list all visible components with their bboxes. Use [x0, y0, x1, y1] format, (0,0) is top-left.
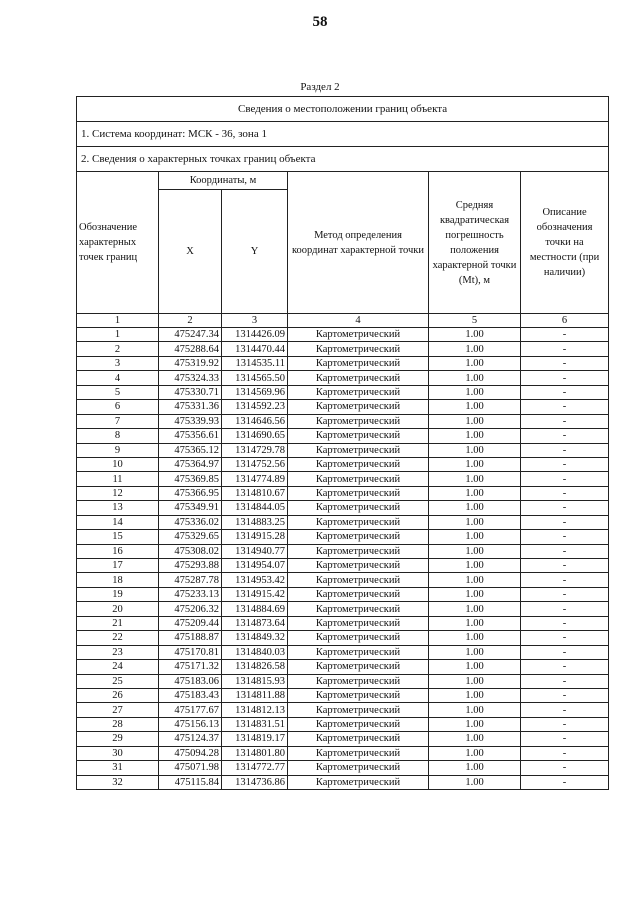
y-coordinate-cell: 1314729.78: [222, 443, 288, 457]
point-number-cell: 2: [77, 342, 159, 356]
column-number: 3: [222, 314, 288, 328]
table-row: [77, 703, 609, 717]
table-row: [77, 501, 609, 515]
method-cell: Картометрический: [288, 616, 429, 630]
table-row: [77, 443, 609, 457]
x-coordinate-cell: 475188.87: [159, 631, 222, 645]
method-cell: Картометрический: [288, 660, 429, 674]
y-coordinate-cell: 1314954.07: [222, 559, 288, 573]
point-number-cell: 3: [77, 356, 159, 370]
table-row: [77, 515, 609, 529]
method-cell: Картометрический: [288, 544, 429, 558]
y-coordinate-cell: 1314953.42: [222, 573, 288, 587]
description-cell: -: [521, 775, 609, 789]
description-cell: -: [521, 328, 609, 342]
point-number-cell: 22: [77, 631, 159, 645]
table-row: [77, 544, 609, 558]
y-coordinate-cell: 1314811.88: [222, 688, 288, 702]
description-cell: -: [521, 703, 609, 717]
point-number-cell: 6: [77, 400, 159, 414]
x-coordinate-cell: 475293.88: [159, 559, 222, 573]
description-cell: -: [521, 371, 609, 385]
point-number-cell: 11: [77, 472, 159, 486]
point-number-cell: 19: [77, 587, 159, 601]
accuracy-cell: 1.00: [429, 385, 521, 399]
x-coordinate-cell: 475206.32: [159, 602, 222, 616]
point-number-cell: 29: [77, 732, 159, 746]
x-coordinate-cell: 475356.61: [159, 429, 222, 443]
method-cell: Картометрический: [288, 429, 429, 443]
accuracy-cell: 1.00: [429, 472, 521, 486]
point-number-cell: 16: [77, 544, 159, 558]
method-cell: Картометрический: [288, 443, 429, 457]
method-cell: Картометрический: [288, 573, 429, 587]
method-cell: Картометрический: [288, 645, 429, 659]
x-coordinate-cell: 475209.44: [159, 616, 222, 630]
table-row: [77, 645, 609, 659]
header-x: X: [159, 190, 222, 314]
y-coordinate-cell: 1314535.11: [222, 356, 288, 370]
column-number: 2: [159, 314, 222, 328]
method-cell: Картометрический: [288, 761, 429, 775]
y-coordinate-cell: 1314840.03: [222, 645, 288, 659]
x-coordinate-cell: 475364.97: [159, 457, 222, 471]
x-coordinate-cell: 475183.43: [159, 688, 222, 702]
y-coordinate-cell: 1314812.13: [222, 703, 288, 717]
method-cell: Картометрический: [288, 501, 429, 515]
table-row: [77, 746, 609, 760]
point-number-cell: 26: [77, 688, 159, 702]
column-number-row: [77, 314, 609, 328]
x-coordinate-cell: 475247.34: [159, 328, 222, 342]
x-coordinate-cell: 475170.81: [159, 645, 222, 659]
description-cell: -: [521, 645, 609, 659]
method-cell: Картометрический: [288, 732, 429, 746]
x-coordinate-cell: 475094.28: [159, 746, 222, 760]
method-cell: Картометрический: [288, 746, 429, 760]
point-number-cell: 24: [77, 660, 159, 674]
table-row: [77, 587, 609, 601]
accuracy-cell: 1.00: [429, 732, 521, 746]
description-cell: -: [521, 400, 609, 414]
x-coordinate-cell: 475177.67: [159, 703, 222, 717]
header-y: Y: [222, 190, 288, 314]
table-row: [77, 486, 609, 500]
accuracy-cell: 1.00: [429, 371, 521, 385]
description-cell: -: [521, 486, 609, 500]
method-cell: Картометрический: [288, 328, 429, 342]
description-cell: -: [521, 342, 609, 356]
point-number-cell: 31: [77, 761, 159, 775]
column-number: 6: [521, 314, 609, 328]
x-coordinate-cell: 475287.78: [159, 573, 222, 587]
column-number: 1: [77, 314, 159, 328]
description-cell: -: [521, 746, 609, 760]
method-cell: Картометрический: [288, 342, 429, 356]
description-cell: -: [521, 631, 609, 645]
x-coordinate-cell: 475124.37: [159, 732, 222, 746]
x-coordinate-cell: 475233.13: [159, 587, 222, 601]
point-number-cell: 9: [77, 443, 159, 457]
accuracy-cell: 1.00: [429, 501, 521, 515]
description-cell: -: [521, 515, 609, 529]
x-coordinate-cell: 475369.85: [159, 472, 222, 486]
y-coordinate-cell: 1314915.42: [222, 587, 288, 601]
x-coordinate-cell: 475329.65: [159, 530, 222, 544]
points-caption-row: [77, 147, 609, 172]
accuracy-cell: 1.00: [429, 717, 521, 731]
accuracy-cell: 1.00: [429, 486, 521, 500]
y-coordinate-cell: 1314565.50: [222, 371, 288, 385]
method-cell: Картометрический: [288, 530, 429, 544]
accuracy-cell: 1.00: [429, 761, 521, 775]
table-row: [77, 429, 609, 443]
method-cell: Картометрический: [288, 631, 429, 645]
accuracy-cell: 1.00: [429, 530, 521, 544]
boundary-points-table: [76, 96, 609, 790]
description-cell: -: [521, 443, 609, 457]
method-cell: Картометрический: [288, 587, 429, 601]
table-row: [77, 761, 609, 775]
accuracy-cell: 1.00: [429, 559, 521, 573]
method-cell: Картометрический: [288, 688, 429, 702]
description-cell: -: [521, 414, 609, 428]
header-description: Описание обозначения точки на местности (при наличии): [521, 172, 609, 314]
description-cell: -: [521, 544, 609, 558]
point-number-cell: 28: [77, 717, 159, 731]
accuracy-cell: 1.00: [429, 515, 521, 529]
accuracy-cell: 1.00: [429, 587, 521, 601]
x-coordinate-cell: 475366.95: [159, 486, 222, 500]
description-cell: -: [521, 717, 609, 731]
header-method: Метод определения координат характерной точки: [288, 172, 429, 314]
header-point: Обозначение характерных точек границ: [77, 172, 159, 314]
table-row: [77, 688, 609, 702]
table-row: [77, 717, 609, 731]
y-coordinate-cell: 1314884.69: [222, 602, 288, 616]
accuracy-cell: 1.00: [429, 429, 521, 443]
x-coordinate-cell: 475171.32: [159, 660, 222, 674]
table-row: [77, 616, 609, 630]
point-number-cell: 7: [77, 414, 159, 428]
point-number-cell: 10: [77, 457, 159, 471]
table-row: [77, 472, 609, 486]
accuracy-cell: 1.00: [429, 631, 521, 645]
table-row: [77, 400, 609, 414]
point-number-cell: 1: [77, 328, 159, 342]
accuracy-cell: 1.00: [429, 775, 521, 789]
table-row: [77, 674, 609, 688]
description-cell: -: [521, 559, 609, 573]
point-number-cell: 4: [77, 371, 159, 385]
table-row: [77, 602, 609, 616]
x-coordinate-cell: 475319.92: [159, 356, 222, 370]
description-cell: -: [521, 761, 609, 775]
table-row: [77, 775, 609, 789]
method-cell: Картометрический: [288, 486, 429, 500]
point-number-cell: 27: [77, 703, 159, 717]
description-cell: -: [521, 587, 609, 601]
page-number: 58: [312, 14, 328, 30]
accuracy-cell: 1.00: [429, 356, 521, 370]
y-coordinate-cell: 1314752.56: [222, 457, 288, 471]
table-row: [77, 530, 609, 544]
accuracy-cell: 1.00: [429, 400, 521, 414]
table-row: [77, 371, 609, 385]
y-coordinate-cell: 1314826.58: [222, 660, 288, 674]
method-cell: Картометрический: [288, 602, 429, 616]
table-row: [77, 573, 609, 587]
x-coordinate-cell: 475288.64: [159, 342, 222, 356]
x-coordinate-cell: 475330.71: [159, 385, 222, 399]
point-number-cell: 17: [77, 559, 159, 573]
y-coordinate-cell: 1314915.28: [222, 530, 288, 544]
y-coordinate-cell: 1314873.64: [222, 616, 288, 630]
accuracy-cell: 1.00: [429, 328, 521, 342]
x-coordinate-cell: 475336.02: [159, 515, 222, 529]
coordinate-system: 1. Система координат: МСК - 36, зона 1: [77, 122, 609, 147]
point-number-cell: 20: [77, 602, 159, 616]
table-row: [77, 631, 609, 645]
description-cell: -: [521, 688, 609, 702]
accuracy-cell: 1.00: [429, 660, 521, 674]
y-coordinate-cell: 1314940.77: [222, 544, 288, 558]
description-cell: -: [521, 385, 609, 399]
point-number-cell: 21: [77, 616, 159, 630]
y-coordinate-cell: 1314774.89: [222, 472, 288, 486]
y-coordinate-cell: 1314844.05: [222, 501, 288, 515]
header-row-top: [77, 172, 609, 190]
point-number-cell: 25: [77, 674, 159, 688]
y-coordinate-cell: 1314736.86: [222, 775, 288, 789]
column-number: 4: [288, 314, 429, 328]
table-row: [77, 660, 609, 674]
accuracy-cell: 1.00: [429, 703, 521, 717]
x-coordinate-cell: 475339.93: [159, 414, 222, 428]
description-cell: -: [521, 616, 609, 630]
y-coordinate-cell: 1314426.09: [222, 328, 288, 342]
y-coordinate-cell: 1314819.17: [222, 732, 288, 746]
point-number-cell: 15: [77, 530, 159, 544]
accuracy-cell: 1.00: [429, 616, 521, 630]
description-cell: -: [521, 472, 609, 486]
x-coordinate-cell: 475324.33: [159, 371, 222, 385]
method-cell: Картометрический: [288, 703, 429, 717]
y-coordinate-cell: 1314831.51: [222, 717, 288, 731]
method-cell: Картометрический: [288, 515, 429, 529]
point-number-cell: 8: [77, 429, 159, 443]
method-cell: Картометрический: [288, 717, 429, 731]
method-cell: Картометрический: [288, 356, 429, 370]
table-row: [77, 328, 609, 342]
x-coordinate-cell: 475183.06: [159, 674, 222, 688]
description-cell: -: [521, 674, 609, 688]
accuracy-cell: 1.00: [429, 573, 521, 587]
x-coordinate-cell: 475308.02: [159, 544, 222, 558]
point-number-cell: 30: [77, 746, 159, 760]
y-coordinate-cell: 1314810.67: [222, 486, 288, 500]
method-cell: Картометрический: [288, 371, 429, 385]
description-cell: -: [521, 660, 609, 674]
y-coordinate-cell: 1314690.65: [222, 429, 288, 443]
y-coordinate-cell: 1314646.56: [222, 414, 288, 428]
accuracy-cell: 1.00: [429, 688, 521, 702]
description-cell: -: [521, 602, 609, 616]
x-coordinate-cell: 475365.12: [159, 443, 222, 457]
y-coordinate-cell: 1314569.96: [222, 385, 288, 399]
point-number-cell: 32: [77, 775, 159, 789]
description-cell: -: [521, 429, 609, 443]
table-row: [77, 559, 609, 573]
y-coordinate-cell: 1314815.93: [222, 674, 288, 688]
points-caption: 2. Сведения о характерных точках границ объекта: [77, 147, 609, 172]
table-row: [77, 342, 609, 356]
table-row: [77, 385, 609, 399]
header-accuracy: Средняя квадратическая погрешность положения характерной точки (Mt), м: [429, 172, 521, 314]
table-row: [77, 457, 609, 471]
column-number: 5: [429, 314, 521, 328]
y-coordinate-cell: 1314883.25: [222, 515, 288, 529]
x-coordinate-cell: 475331.36: [159, 400, 222, 414]
table-title-row: [77, 97, 609, 122]
method-cell: Картометрический: [288, 400, 429, 414]
y-coordinate-cell: 1314801.80: [222, 746, 288, 760]
point-number-cell: 12: [77, 486, 159, 500]
accuracy-cell: 1.00: [429, 457, 521, 471]
description-cell: -: [521, 501, 609, 515]
accuracy-cell: 1.00: [429, 414, 521, 428]
description-cell: -: [521, 356, 609, 370]
accuracy-cell: 1.00: [429, 746, 521, 760]
method-cell: Картометрический: [288, 414, 429, 428]
y-coordinate-cell: 1314470.44: [222, 342, 288, 356]
point-number-cell: 23: [77, 645, 159, 659]
point-number-cell: 14: [77, 515, 159, 529]
y-coordinate-cell: 1314772.77: [222, 761, 288, 775]
x-coordinate-cell: 475156.13: [159, 717, 222, 731]
table-title: Сведения о местоположении границ объекта: [77, 97, 609, 122]
coordinate-system-row: [77, 122, 609, 147]
table-row: [77, 356, 609, 370]
section-label: Раздел 2: [300, 81, 340, 93]
accuracy-cell: 1.00: [429, 645, 521, 659]
table-row: [77, 732, 609, 746]
method-cell: Картометрический: [288, 559, 429, 573]
accuracy-cell: 1.00: [429, 674, 521, 688]
method-cell: Картометрический: [288, 775, 429, 789]
y-coordinate-cell: 1314849.32: [222, 631, 288, 645]
point-number-cell: 18: [77, 573, 159, 587]
accuracy-cell: 1.00: [429, 544, 521, 558]
method-cell: Картометрический: [288, 385, 429, 399]
table-row: [77, 414, 609, 428]
method-cell: Картометрический: [288, 674, 429, 688]
y-coordinate-cell: 1314592.23: [222, 400, 288, 414]
header-coordinates: Координаты, м: [159, 172, 288, 190]
description-cell: -: [521, 530, 609, 544]
x-coordinate-cell: 475071.98: [159, 761, 222, 775]
accuracy-cell: 1.00: [429, 342, 521, 356]
point-number-cell: 5: [77, 385, 159, 399]
description-cell: -: [521, 732, 609, 746]
x-coordinate-cell: 475115.84: [159, 775, 222, 789]
accuracy-cell: 1.00: [429, 602, 521, 616]
method-cell: Картометрический: [288, 457, 429, 471]
x-coordinate-cell: 475349.91: [159, 501, 222, 515]
point-number-cell: 13: [77, 501, 159, 515]
description-cell: -: [521, 457, 609, 471]
accuracy-cell: 1.00: [429, 443, 521, 457]
method-cell: Картометрический: [288, 472, 429, 486]
description-cell: -: [521, 573, 609, 587]
